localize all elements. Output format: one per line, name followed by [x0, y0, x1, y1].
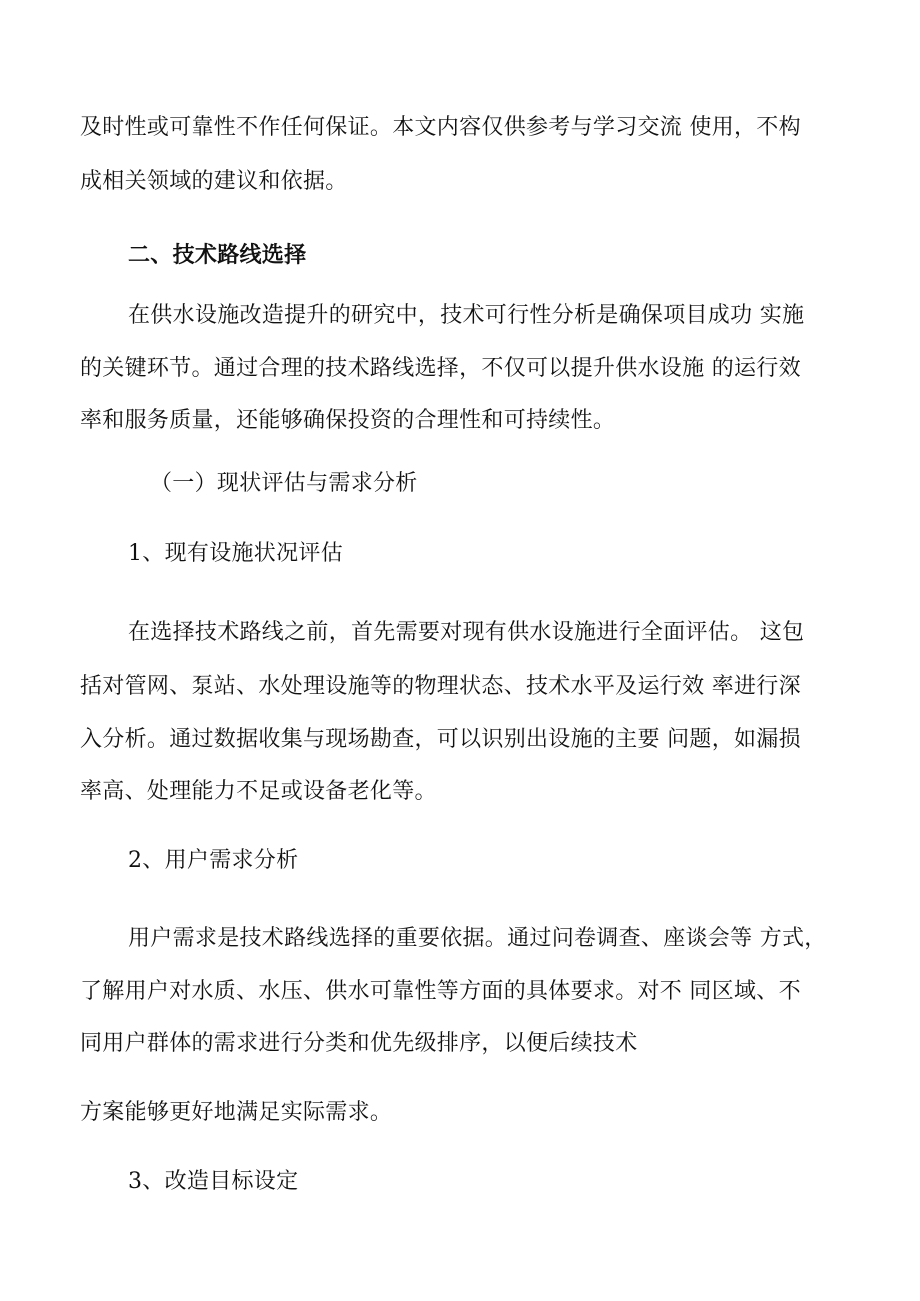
paragraph-line: 率和服务质量，还能够确保投资的合理性和可持续性。 — [80, 408, 616, 433]
item-heading: 1、现有设施状况评估 — [128, 541, 343, 566]
item-heading: 3、改造目标设定 — [128, 1169, 299, 1194]
paragraph-line: 及时性或可靠性不作任何保证。本文内容仅供参考与学习交流 使用，不构 — [80, 115, 801, 140]
paragraph-line: 的关键环节。通过合理的技术路线选择，不仅可以提升供水设施 的运行效 — [80, 356, 801, 381]
paragraph-line: 率高、处理能力不足或设备老化等。 — [80, 779, 437, 804]
item-heading: 2、用户需求分析 — [128, 848, 299, 873]
paragraph-line: 在供水设施改造提升的研究中，技术可行性分析是确保项目成功 实施 — [128, 303, 805, 328]
paragraph-line: 入分析。通过数据收集与现场勘查，可以识别出设施的主要 问题，如漏损 — [80, 727, 801, 752]
section-heading: 二、技术路线选择 — [128, 242, 307, 268]
paragraph-line: 同用户群体的需求进行分类和优先级排序，以便后续技术 — [80, 1031, 638, 1056]
paragraph-line: 了解用户对水质、水压、供水可靠性等方面的具体要求。对不 同区域、不 — [80, 979, 801, 1004]
paragraph-line: 成相关领域的建议和依据。 — [80, 169, 348, 194]
paragraph-line: 括对管网、泵站、水处理设施等的物理状态、技术水平及运行效 率进行深 — [80, 674, 801, 699]
paragraph-line: 用户需求是技术路线选择的重要依据。通过问卷调查、座谈会等 方式， — [128, 926, 827, 951]
paragraph-line: 在选择技术路线之前，首先需要对现有供水设施进行全面评估。 这包 — [128, 620, 805, 645]
subsection-heading: （一）现状评估与需求分析 — [150, 471, 418, 496]
paragraph-line: 方案能够更好地满足实际需求。 — [80, 1100, 393, 1125]
